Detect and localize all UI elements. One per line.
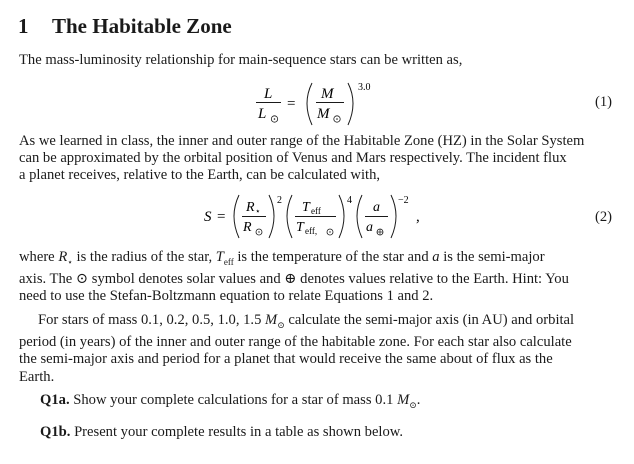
eq2-f1-left-paren	[234, 195, 239, 238]
question-1b-text: Present your complete results in a table as shown below.	[70, 424, 404, 440]
eq2-f3-left-paren	[357, 195, 362, 238]
section-number: 1	[18, 14, 29, 38]
eq1-rhs-numerator: M	[321, 86, 334, 102]
para4-text: calculate the semi-major axis (in AU) and orbital	[284, 312, 575, 328]
eq2-equals: =	[217, 209, 226, 225]
para2-line-1: As we learned in class, the inner and outer range of the Habitable Zone (HZ) in the Solar System	[19, 133, 585, 149]
para4-line-4: Earth.	[19, 368, 55, 385]
eq2-f1-exponent: 2	[277, 195, 282, 206]
para3-text: is the temperature of the star and	[233, 249, 433, 265]
eq2-comma: ,	[416, 209, 420, 225]
para3-text: symbol denotes solar values and	[88, 271, 285, 288]
para2-line-2: can be approximated by the orbital position of Venus and Mars respectively. The incident flux	[19, 150, 567, 167]
question-1a	[40, 392, 420, 411]
radius-symbol: R	[58, 249, 68, 265]
equation-1-number: (1)	[594, 94, 612, 110]
eq1-equals: =	[287, 96, 296, 112]
eq2-f1-denominator: R	[243, 220, 252, 235]
eq2-f3-numerator: a	[373, 200, 380, 215]
eq2-f2-numerator: T	[302, 200, 310, 215]
star-subscript: ⋆	[67, 256, 73, 267]
eq1-lhs-denominator: L	[258, 106, 267, 122]
eq1-lhs-numerator: L	[264, 86, 273, 102]
para3-line-1	[19, 249, 615, 271]
mass-symbol: M	[265, 312, 278, 328]
eq2-f2-right-paren	[339, 195, 344, 238]
eq1-left-paren	[307, 83, 312, 125]
eq2-f2-numerator-sub: eff	[311, 206, 321, 216]
equation-2	[202, 192, 442, 242]
eq1-rhs-denominator: M	[317, 106, 330, 122]
para2-line-3: a planet receives, relative to the Earth, can be calculated with,	[19, 167, 381, 184]
sun-symbol-icon: ⊙	[75, 271, 89, 288]
eq2-f2-denominator: T	[296, 220, 304, 235]
eq2-f2-denominator-sub: eff,	[305, 226, 318, 236]
eq2-f3-denominator: a	[366, 220, 373, 235]
eq1-right-paren	[348, 83, 353, 125]
question-1a-end: .	[416, 392, 421, 408]
star-subscript: ⋆	[255, 206, 261, 216]
eq2-f3-exponent: −2	[398, 195, 409, 206]
sun-symbol-dot	[258, 231, 259, 232]
para3-line-2	[19, 271, 615, 288]
sun-symbol-dot	[336, 118, 338, 120]
eq2-f2-left-paren	[287, 195, 292, 238]
eq2-f3-right-paren	[391, 195, 396, 238]
task-paragraph	[19, 312, 615, 386]
para3-text: axis. The	[19, 271, 76, 288]
para4-line-3: the semi-major axis and period for a planet that would receive the same about of flux as the	[19, 351, 553, 368]
eq2-f1-numerator: R	[246, 200, 255, 215]
sun-symbol-icon: ⊙	[409, 399, 417, 410]
definitions-paragraph	[19, 249, 615, 306]
question-1b	[40, 424, 403, 441]
equation-2-number: (2)	[594, 209, 612, 225]
sun-symbol-dot	[274, 118, 276, 120]
eff-subscript: eff	[223, 256, 234, 267]
intro-paragraph: The mass-luminosity relationship for main-sequence stars can be written as,	[19, 52, 463, 68]
para3-line-3: need to use the Stefan-Boltzmann equation to relate Equations 1 and 2.	[19, 288, 434, 305]
para4-line-2: period (in years) of the inner and outer range of the habitable zone. For each star also calculate	[19, 334, 572, 351]
question-1b-label: Q1b.	[40, 424, 71, 440]
question-1a-label: Q1a.	[40, 392, 70, 408]
para3-text: is the radius of the star,	[72, 249, 216, 265]
semi-major-axis-symbol: a	[432, 249, 440, 265]
eq2-lhs: S	[204, 209, 212, 225]
habitable-zone-paragraph	[19, 133, 615, 185]
equation-1	[250, 80, 410, 130]
earth-symbol-icon: ⊕	[284, 271, 297, 288]
para3-text: is the semi-major	[439, 249, 545, 265]
para3-text: where	[19, 249, 59, 265]
section-title: The Habitable Zone	[52, 14, 232, 38]
eq1-exponent: 3.0	[358, 82, 371, 93]
sun-symbol-icon: ⊙	[277, 319, 285, 330]
eq2-f2-exponent: 4	[347, 195, 352, 206]
para4-line-1	[19, 312, 615, 334]
para4-text: For stars of mass 0.1, 0.2, 0.5, 1.0, 1.5	[38, 312, 266, 328]
sun-symbol-dot	[329, 231, 330, 232]
question-1a-text: Show your complete calculations for a star of mass 0.1	[69, 392, 398, 408]
para3-text: denotes values relative to the Earth. Hint: You	[296, 271, 569, 288]
temperature-symbol: T	[215, 249, 224, 265]
eq2-f1-right-paren	[269, 195, 274, 238]
section-heading	[18, 14, 232, 39]
mass-symbol: M	[397, 392, 410, 408]
